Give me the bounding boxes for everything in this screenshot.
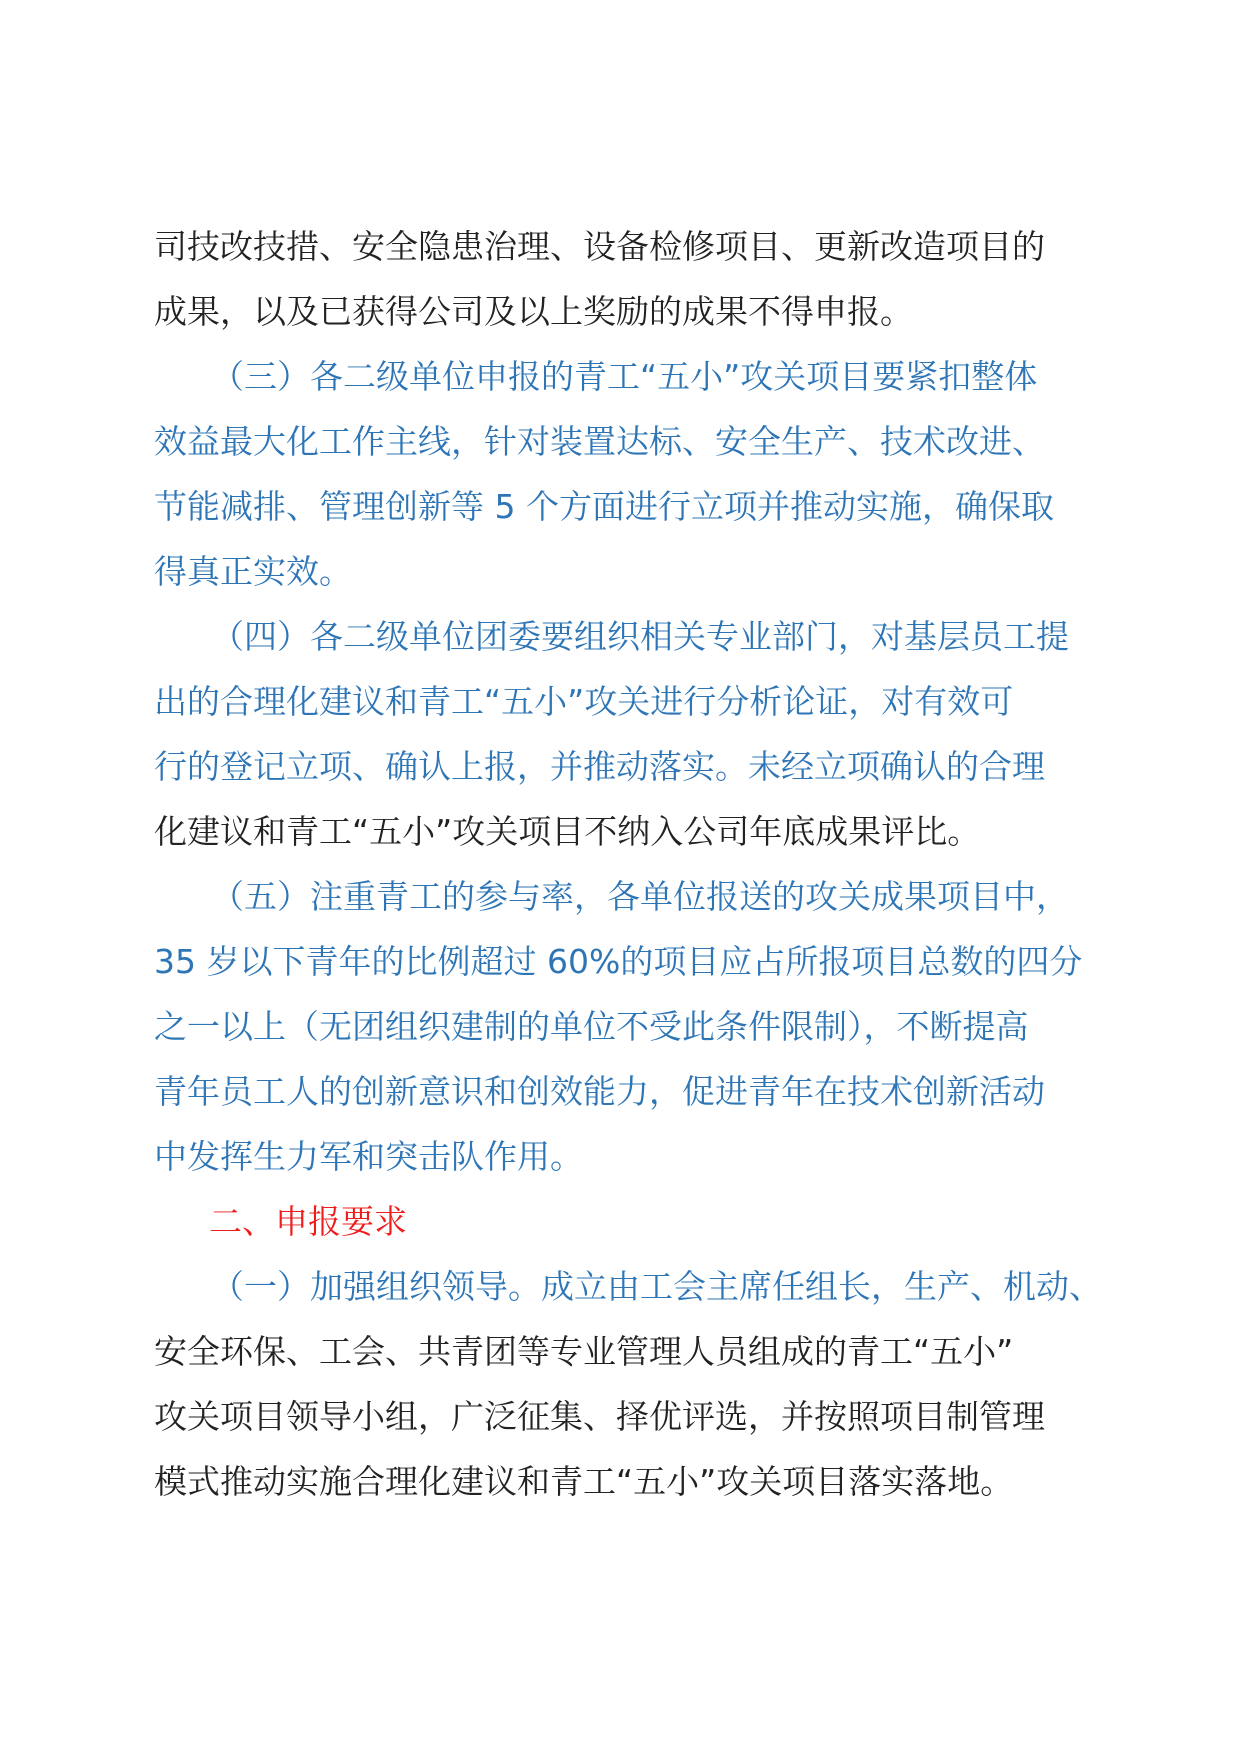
paragraph-requirement-1	[154, 1254, 1104, 1514]
document-page	[154, 214, 1104, 1514]
text-line: （五）注重青工的参与率，各单位报送的攻关成果项目中，	[211, 877, 1069, 916]
text-line: （一）加强组织领导。成立由工会主席任组长，生产、机动、	[211, 1267, 1102, 1306]
text-line: 之一以上（无团组织建制的单位不受此条件限制），不断提高	[154, 1007, 1029, 1046]
text-line: 司技改技措、安全隐患治理、设备检修项目、更新改造项目的	[154, 227, 1045, 266]
text-line: 得真正实效。	[154, 552, 352, 591]
text-line: 模式推动实施合理化建议和青工“五小”攻关项目落实落地。	[154, 1462, 1014, 1501]
text-line: 青年员工人的创新意识和创效能力，促进青年在技术创新活动	[154, 1072, 1045, 1111]
text-line: 攻关项目领导小组，广泛征集、择优评选，并按照项目制管理	[154, 1397, 1045, 1436]
section-heading	[154, 1189, 1104, 1254]
text-line: （四）各二级单位团委要组织相关专业部门，对基层员工提	[211, 617, 1069, 656]
text-line: 效益最大化工作主线，针对装置达标、安全生产、技术改进、	[154, 422, 1045, 461]
text-line: （三）各二级单位申报的青工“五小”攻关项目要紧扣整体	[211, 357, 1038, 396]
paragraph-item-4	[154, 604, 1104, 864]
text-line: 安全环保、工会、共青团等专业管理人员组成的青工“五小”	[154, 1332, 1014, 1371]
text-line: 节能减排、管理创新等 5 个方面进行立项并推动实施，确保取	[154, 487, 1054, 526]
text-line: 35 岁以下青年的比例超过 60%的项目应占所报项目总数的四分	[154, 942, 1083, 981]
text-line: 化建议和青工“五小”攻关项目不纳入公司年底成果评比。	[154, 812, 981, 851]
paragraph-item-5	[154, 864, 1104, 1189]
text-line: 中发挥生力军和突击队作用。	[154, 1137, 583, 1176]
text-line: 成果，以及已获得公司及以上奖励的成果不得申报。	[154, 292, 913, 331]
text-line: 出的合理化建议和青工“五小”攻关进行分析论证，对有效可	[154, 682, 1014, 721]
paragraph-restrictions	[154, 214, 1104, 344]
paragraph-item-3	[154, 344, 1104, 604]
text-line: 行的登记立项、确认上报，并推动落实。未经立项确认的合理	[154, 747, 1045, 786]
section-heading-text: 二、申报要求	[209, 1202, 407, 1241]
